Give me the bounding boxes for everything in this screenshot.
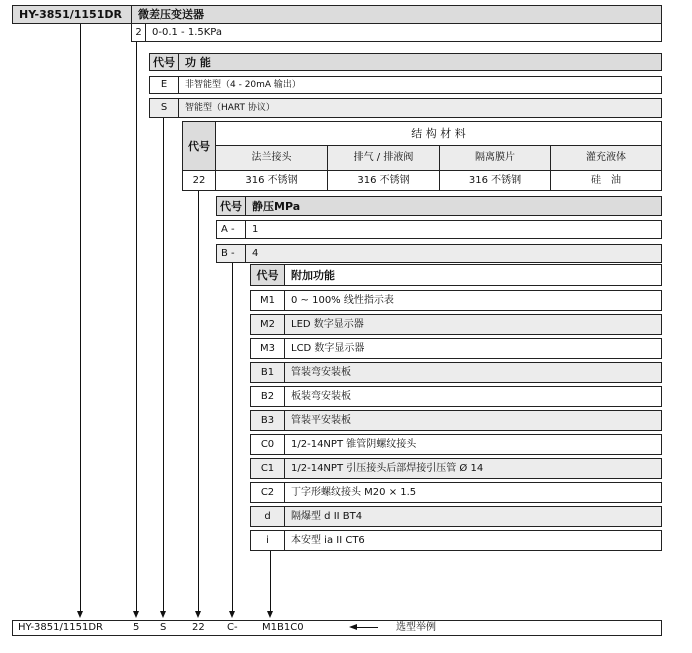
accessory-text: 管装平安装板 [291,414,351,426]
material-value-cell [215,170,328,191]
accessory-row [250,530,285,551]
static-row [245,244,662,263]
material-title: 结 构 材 料 [411,127,466,140]
material-code-header-cell [182,121,216,171]
static-title: 静压MPa [252,199,301,213]
accessory-row [284,482,662,503]
example-label: 选型举例 [396,622,436,633]
example-function: S [160,622,167,633]
material-value-cell [439,170,551,191]
material-column-label: 法兰接头 [251,152,292,163]
accessory-text: 丁字形螺纹接头 M20 × 1.5 [291,486,417,498]
model-cell [12,5,132,24]
accessory-row [250,314,285,335]
arrow-head-icon [267,611,273,618]
function-title: 功 能 [185,55,211,69]
selection-line-model [80,24,81,612]
function-row [178,76,662,94]
accessory-row [284,338,662,359]
accessory-row [250,362,285,383]
material-row-code: 22 [192,174,206,186]
function-code-header-cell [149,53,179,71]
range-text-cell [145,23,662,42]
function-title-cell [178,53,662,71]
accessory-code: i [266,534,269,546]
arrow-head-icon [160,611,166,618]
accessory-code: d [264,510,271,522]
accessory-text: LCD 数字显示器 [291,342,365,354]
static-row [216,220,246,239]
product-name: 微差压变送器 [138,8,204,21]
static-value: 4 [252,247,259,259]
example-model: HY-3851/1151DR [18,622,103,633]
accessory-row [284,458,662,479]
accessory-text: LED 数字显示器 [291,318,364,330]
selection-line-accessories [270,551,271,612]
selection-line-material [198,191,199,612]
material-row-code-cell [182,170,216,191]
arrow-head-icon [195,611,201,618]
static-code-header-cell [216,196,246,216]
accessory-row [284,386,662,407]
example-material: 22 [192,622,205,633]
left-arrow-shaft [356,627,378,628]
accessory-row [284,362,662,383]
accessory-code-header-cell [250,264,285,286]
model-text: HY-3851/1151DR [19,8,122,21]
accessory-row [284,410,662,431]
accessory-row [284,530,662,551]
static-row [216,244,246,263]
material-column-header [327,145,440,171]
accessory-row [284,434,662,455]
material-value-cell [550,170,662,191]
accessory-row [250,338,285,359]
accessory-text: 1/2-14NPT 锥管阴螺纹接头 [291,438,417,450]
material-column-header [550,145,662,171]
material-column-label: 灌充液体 [586,152,626,163]
accessory-text: 本安型 ia II CT6 [291,534,365,546]
accessory-code: B1 [260,366,275,378]
accessory-code: M2 [260,318,275,330]
accessory-code: C2 [260,486,275,498]
arrow-head-icon [229,611,235,618]
accessory-text: 隔爆型 d II BT4 [291,510,363,522]
accessory-code: B2 [260,390,275,402]
example-accessories: M1B1C0 [262,622,304,633]
range-code-cell [131,23,146,42]
function-row [149,98,179,118]
accessory-text: 板装弯安装板 [291,390,351,402]
accessory-code: C0 [260,438,275,450]
static-code: A - [221,223,235,235]
material-value: 316 不锈钢 [245,174,298,186]
material-code-header: 代号 [188,139,210,153]
accessory-title-cell [284,264,662,286]
selection-line-range [136,42,137,612]
material-value: 硅 油 [591,174,621,186]
static-row [245,220,662,239]
selection-line-function [163,118,164,612]
accessory-row [250,434,285,455]
accessory-code: C1 [260,462,275,474]
material-column-header [215,145,328,171]
accessory-row [250,410,285,431]
arrow-head-icon [77,611,83,618]
material-value: 316 不锈钢 [357,174,410,186]
accessory-row [250,386,285,407]
accessory-row [284,506,662,527]
function-code: E [160,79,168,90]
selection-line-static [232,263,233,612]
accessory-row [284,290,662,311]
function-row [178,98,662,118]
function-text: 非智能型（4 - 20mA 输出） [185,79,301,90]
accessory-row [250,290,285,311]
accessory-text: 0 ~ 100% 线性指示表 [291,294,394,306]
accessory-code: B3 [260,414,275,426]
function-row [149,76,179,94]
function-code: S [160,102,168,113]
accessory-code: M1 [260,294,275,306]
range-text: 0-0.1 - 1.5KPa [152,26,223,38]
function-text: 智能型（HART 协议） [185,102,275,113]
static-title-cell [245,196,662,216]
material-value-cell [327,170,440,191]
material-column-label: 排气 / 排液阀 [353,152,414,163]
function-code-header: 代号 [153,55,175,69]
accessory-title: 附加功能 [291,268,335,282]
material-value: 316 不锈钢 [468,174,522,186]
accessory-code-header: 代号 [256,268,279,282]
range-code: 2 [135,26,142,38]
accessory-text: 管装弯安装板 [291,366,351,378]
material-column-header [439,145,551,171]
arrow-head-icon [133,611,139,618]
material-title-cell [215,121,662,146]
accessory-row [250,482,285,503]
product-name-cell [131,5,662,24]
static-code-header: 代号 [220,199,242,213]
accessory-code: M3 [260,342,275,354]
accessory-text: 1/2-14NPT 引压接头后部焊接引压管 Ø 14 [291,462,484,474]
static-code: B - [221,247,235,259]
accessory-row [250,458,285,479]
example-range: 5 [133,622,140,633]
accessory-row [284,314,662,335]
material-column-label: 隔离膜片 [475,152,515,163]
static-value: 1 [252,223,259,235]
example-static: C- [227,622,238,633]
accessory-row [250,506,285,527]
example-row [12,620,662,636]
